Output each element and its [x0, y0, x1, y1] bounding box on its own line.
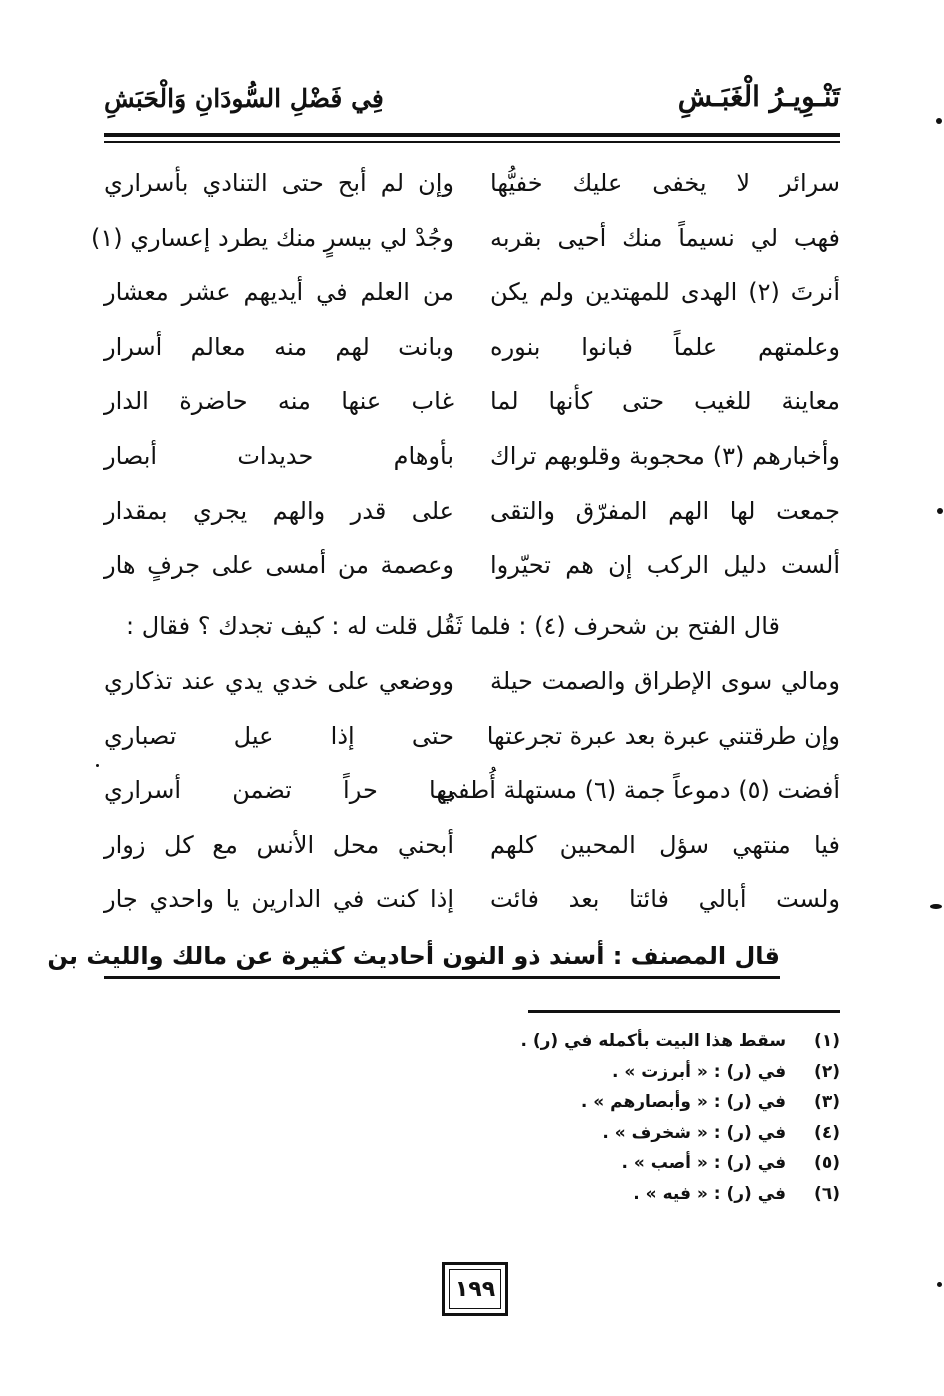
- header-rule-thin: [104, 141, 840, 143]
- verse-row: [104, 538, 840, 593]
- verse-second-hemistich: بها حراً تضمن أسراري: [104, 776, 454, 805]
- footnote-item: [420, 1057, 840, 1088]
- page-number: ١٩٩: [454, 1276, 496, 1302]
- verse-first-hemistich: أفضت (٥) دموعاً جمة (٦) مستهلة أُطفي: [438, 776, 840, 805]
- header-rule-thick: [104, 133, 840, 137]
- verse-row: [104, 872, 840, 927]
- verse-first-hemistich: ألست دليل الركب إن هم تحيّروا: [490, 551, 840, 580]
- author-note: قال المصنف : أسند ذو النون أحاديث كثيرة عن مالك والليث بن: [47, 942, 780, 970]
- verse-row: [104, 429, 840, 484]
- scan-speck: [937, 1282, 942, 1287]
- author-note-underline: [104, 976, 780, 979]
- running-header: [104, 80, 840, 128]
- scan-speck: [930, 904, 942, 909]
- verse-second-hemistich: من العلم في أيديهم عشر معشار: [104, 278, 454, 307]
- verse-second-hemistich: غاب عنها منه حاضرة الدار: [104, 387, 454, 416]
- footnote-text: في (ر) : « شخرف » .: [602, 1122, 787, 1143]
- footnote-text: سقط هذا البيت بأكمله في (ر) .: [520, 1031, 787, 1051]
- footnote-text: في (ر) : « فيه » .: [633, 1183, 787, 1204]
- verse-second-hemistich: وإن لم أبح حتى التنادي بأسراري: [104, 169, 454, 197]
- verse-first-hemistich: ولست أبالي فائتا بعد فائت: [490, 885, 840, 914]
- footnotes: [420, 1026, 840, 1209]
- poem-block-2: [104, 654, 840, 927]
- verse-first-hemistich: وعلمتهم علماً فبانوا بنوره: [490, 332, 840, 361]
- verse-row: [90, 211, 840, 266]
- verse-row: [104, 763, 840, 818]
- verse-row: [104, 709, 840, 764]
- footnote-text: في (ر) : « وأبصارهم » .: [580, 1092, 787, 1112]
- footnote-number: (٤): [814, 1122, 840, 1143]
- footnote-separator: [528, 1010, 840, 1013]
- verse-row: [104, 484, 840, 539]
- poem-block-1: [90, 156, 841, 593]
- footnote-number: (٥): [814, 1153, 840, 1173]
- verse-second-hemistich: إذا كنت في الدارين يا واحدي جار: [104, 885, 454, 914]
- verse-second-hemistich: ووضعي على خدي يدي عند تذكاري: [104, 667, 454, 695]
- scan-speck: [96, 764, 99, 767]
- verse-row: [104, 374, 840, 429]
- verse-first-hemistich: أنرتَ (٢) الهدى للمهتدين ولم يكن: [490, 278, 840, 307]
- footnote-item: [420, 1087, 840, 1118]
- footnote-number: (١): [814, 1031, 840, 1051]
- verse-first-hemistich: فيا منتهي سؤل المحبين كلهم: [490, 830, 840, 859]
- footnote-item: [420, 1148, 840, 1179]
- verse-second-hemistich: بأوهام حديدات أبصار: [104, 441, 454, 470]
- footnote-item: [420, 1118, 840, 1149]
- book-subtitle: فِي فَضْلِ السُّودَانِ وَالْحَبَشِ: [104, 84, 384, 113]
- verse-first-hemistich: وإن طرقتني عبرة بعد عبرة تجرعتها: [486, 721, 840, 750]
- verse-second-hemistich: على قدر والهم يجري بمقدار: [104, 496, 454, 525]
- verse-second-hemistich: وجُدْ لي بيسرٍ منك يطرد إعساري (١): [90, 223, 454, 252]
- page-number-frame: [442, 1262, 508, 1316]
- verse-first-hemistich: ومالي سوى الإطراق والصمت حيلة: [490, 667, 840, 695]
- verse-row: [104, 156, 840, 211]
- footnote-number: (٣): [814, 1092, 840, 1112]
- footnote-item: [420, 1026, 840, 1057]
- footnote-text: في (ر) : « أصب » .: [621, 1153, 787, 1173]
- verse-row: [104, 654, 840, 709]
- narration-line: قال الفتح بن شحرف (٤) : فلما ثَقُل قلت له : كيف تجدك ؟ فقال :: [126, 612, 780, 640]
- verse-first-hemistich: معاينة للغيب حتى كأنها لما: [490, 387, 840, 416]
- book-title: تَنْـوِيـرُ الْغَبَـشِ: [677, 80, 840, 113]
- verse-first-hemistich: وأخبارهم (٣) محجوبة وقلوبهم تراك: [490, 441, 841, 470]
- verse-row: [104, 265, 840, 320]
- verse-first-hemistich: جمعت لها الهم المفرّق والتقى: [490, 496, 840, 525]
- verse-row: [104, 320, 840, 375]
- footnote-number: (٢): [814, 1061, 840, 1082]
- scan-speck: [937, 508, 943, 514]
- verse-second-hemistich: أبحني محل الأنس مع كل زوار: [104, 830, 454, 859]
- verse-second-hemistich: وبانت لهم منه معالم أسرار: [104, 332, 454, 361]
- verse-first-hemistich: فهب لي نسيماً منك أحيى بقربه: [490, 223, 840, 252]
- verse-second-hemistich: وعصمة من أمسى على جرفٍ هار: [104, 551, 454, 580]
- scan-speck: [936, 118, 942, 124]
- verse-second-hemistich: حتى إذا عيل تصباري: [104, 721, 454, 750]
- footnote-item: [420, 1179, 840, 1210]
- footnote-number: (٦): [814, 1183, 840, 1204]
- footnote-text: في (ر) : « أبرزت » .: [612, 1061, 787, 1082]
- verse-row: [104, 818, 840, 873]
- verse-first-hemistich: سرائر لا يخفى عليك خفيُّها: [490, 169, 840, 197]
